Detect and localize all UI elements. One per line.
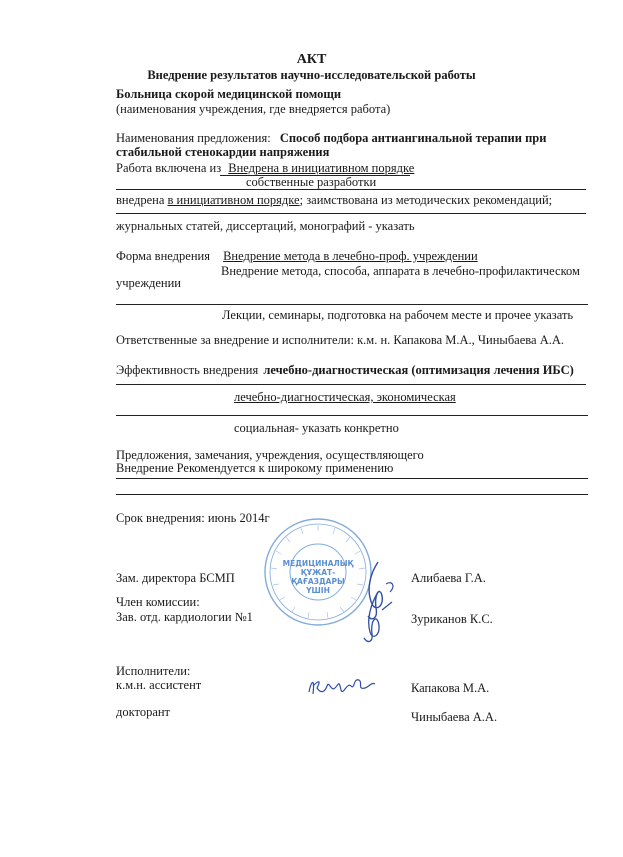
document-title: АКТ [296,52,327,67]
executors-label: Исполнители: [116,664,191,678]
deputy-label: Зам. директора БСМП [116,571,235,585]
form-hint-3: Лекции, семинары, подготовка на рабочем месте и прочее указать [222,308,574,322]
institution-name: Больница скорой медицинской помощи [116,87,342,101]
document-subtitle: Внедрение результатов научно-исследовательской работы [147,68,476,82]
efficiency-hint-1: лечебно-диагностическая, экономическая [234,390,456,404]
source-line [116,193,552,208]
deadline-text: Срок внедрения: июнь 2014г [116,511,270,525]
institution-note: (наименования учреждения, где внедряется работа) [116,102,391,116]
stamp-text-3: ҚАҒАЗДАРЫ [291,577,345,586]
included-line [116,161,414,176]
rule-5 [116,415,588,416]
source-prefix: внедрена [116,193,165,207]
efficiency-label: Эффективность внедрения [116,363,259,377]
rule-6 [116,478,588,479]
stamp-text-1: МЕДИЦИНАЛЫҚ [282,559,354,568]
proposal-title-1: Способ подбора антиангинальной терапии при [279,131,547,145]
form-line [116,249,478,264]
remarks-label: Предложения, замечания, учреждения, осуществляющего [116,448,424,462]
included-value: Внедрена в инициативном порядке [228,161,415,175]
source-rest: ; заимствована из методических рекомендаций; [299,193,553,207]
efficiency-hint-2: социальная- указать конкретно [234,421,399,435]
doctoral-label: докторант [116,705,171,719]
source-line-2: журнальных статей, диссертаций, монографий - указать [116,219,415,233]
source-underlined: в инициативном порядке [167,193,300,207]
remarks-value: Внедрение Рекомендуется к широкому применению [116,461,394,475]
included-label: Работа включена из [116,161,222,175]
efficiency-value: лечебно-диагностическая (оптимизация лечения ИБС) [263,363,574,377]
commission-label: Член комиссии: [116,595,200,609]
rule-4 [116,384,586,385]
rule-7 [116,494,588,495]
proposal-line-1 [116,131,586,146]
assistant-label: к.м.н. ассистент [116,678,202,692]
rule-3 [116,304,588,305]
assistant-signature [305,670,381,700]
form-value: Внедрение метода в лечебно-проф. учреждении [223,249,478,263]
head-name: Зуриканов К.С. [411,612,493,626]
included-hint: собственные разработки [246,175,377,189]
assistant-name: Капакова М.А. [411,681,490,695]
responsible-text: Ответственные за внедрение и исполнители: к.м. н. Капакова М.А., Чиныбаева А.А. [116,333,564,347]
head-signature [352,588,398,646]
doctoral-name: Чиныбаева А.А. [411,710,498,724]
head-label: Зав. отд. кардиологии №1 [116,610,253,624]
rule-1 [116,189,586,190]
rule-2 [116,213,586,214]
stamp-text-4: ҮШІН [306,586,330,595]
proposal-label: Наименования предложения: [116,131,271,145]
deputy-name: Алибаева Г.А. [411,571,486,585]
proposal-title-2: стабильной стенокардии напряжения [116,145,330,159]
efficiency-line [116,363,574,378]
stamp-text-2: ҚҰЖАТ- [300,568,336,577]
form-hint-1: Внедрение метода, способа, аппарата в лечебно-профилактическом [221,264,580,278]
form-label: Форма внедрения [116,249,210,263]
form-hint-2: учреждении [116,276,181,290]
